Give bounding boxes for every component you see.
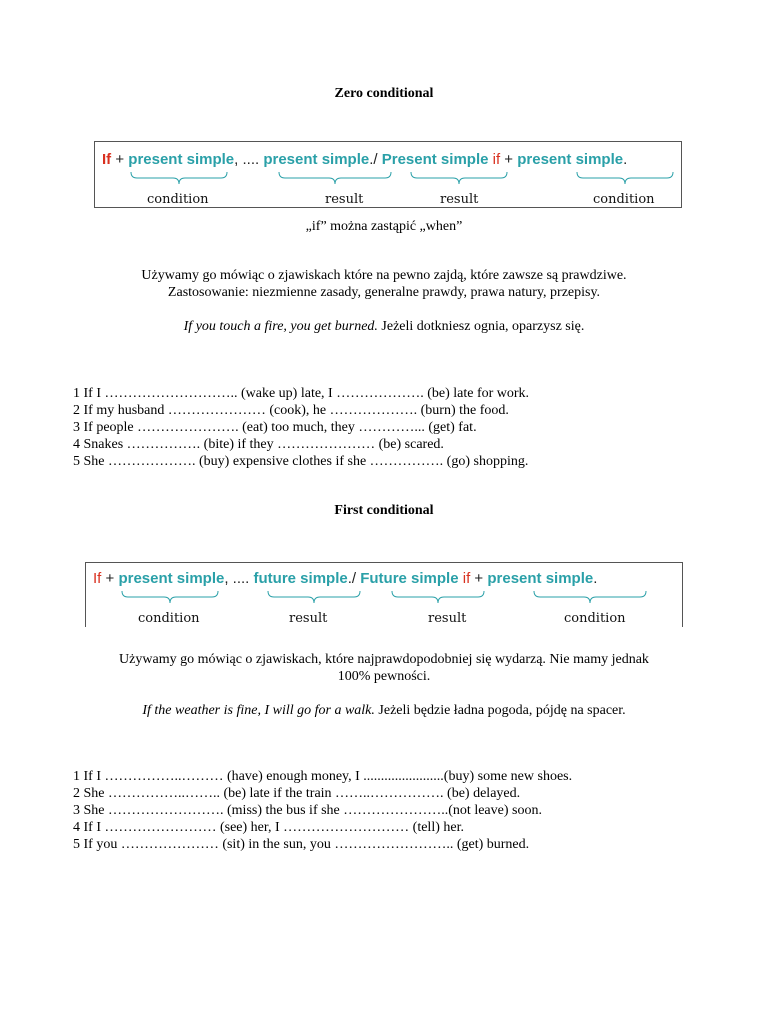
first-example	[60, 702, 708, 719]
first-exercises	[73, 768, 713, 853]
first-slash: ./	[347, 570, 361, 587]
zero-conditional-title: Zero conditional	[334, 86, 434, 101]
zero-exercises	[73, 385, 713, 470]
first-brace-2	[268, 591, 360, 603]
first-formula-diagram	[86, 563, 682, 627]
zero-present-simple-3: Present simple	[381, 151, 489, 168]
zero-example-en: If you touch a fire, you get burned.	[183, 319, 378, 334]
first-label-condition-2: condition	[564, 611, 626, 626]
svg-text:If + present simple, .... futu	[93, 570, 597, 587]
first-plus-1: +	[101, 570, 119, 587]
exercise-line: 2 She ……………..…….. (be) late if the train ……..……………. (be) delayed.	[73, 786, 521, 801]
first-usage-line-1: Używamy go mówiąc o zjawiskach, które najprawdopodobniej się wydarzą. Nie mamy jednak	[119, 652, 649, 667]
first-brace-1	[122, 591, 218, 603]
first-brace-4	[534, 591, 646, 603]
zero-usage-line-1: Używamy go mówiąc o zjawiskach które na pewno zajdą, które zawsze są prawdziwe.	[141, 268, 627, 283]
zero-example	[60, 318, 708, 335]
first-present-simple-1: present simple	[118, 570, 225, 587]
first-example-pl: Jeżeli będzie ładna pogoda, pójdę na spacer.	[374, 703, 626, 718]
zero-if-1: If	[102, 151, 112, 168]
exercise-line: 1 If I ……………..……… (have) enough money, I .......................(buy) some new shoes.	[73, 769, 573, 784]
first-label-condition-1: condition	[138, 611, 200, 626]
zero-usage	[60, 267, 708, 301]
exercise-line: 4 If I …………………… (see) her, I ……………………… (tell) her.	[73, 820, 464, 835]
first-formula-box	[85, 562, 683, 627]
zero-brace-1	[131, 172, 227, 184]
first-usage-line-2: 100% pewności.	[337, 669, 431, 684]
zero-present-simple-2: present simple	[263, 151, 370, 168]
zero-brace-4	[577, 172, 673, 184]
zero-present-simple-1: present simple	[128, 151, 235, 168]
zero-when-note: „if” można zastąpić „when”	[305, 219, 463, 234]
zero-formula-box	[94, 141, 682, 208]
exercise-line: 5 If you ………………… (sit) in the sun, you …………………….. (get) burned.	[73, 837, 530, 852]
zero-label-condition-1: condition	[147, 192, 209, 207]
zero-dots: , ....	[234, 151, 264, 168]
exercise-line: 5 She ………………. (buy) expensive clothes if she ……………. (go) shopping.	[73, 454, 529, 469]
zero-label-condition-2: condition	[593, 192, 655, 207]
first-plus-2: +	[470, 570, 488, 587]
zero-end: .	[623, 151, 628, 168]
first-brace-3	[392, 591, 484, 603]
exercise-line: 3 She ……………………. (miss) the bus if she …………………..(not leave) soon.	[73, 803, 542, 818]
first-future-simple-1: future simple	[253, 570, 348, 587]
zero-present-simple-4: present simple	[517, 151, 624, 168]
zero-formula-diagram	[95, 142, 681, 207]
first-label-result-2: result	[428, 611, 467, 626]
exercise-line: 3 If people …………………. (eat) too much, they …………... (get) fat.	[73, 420, 477, 435]
exercise-line: 1 If I ……………………….. (wake up) late, I ………………. (be) late for work.	[73, 386, 530, 401]
zero-if-2: if	[488, 151, 501, 168]
first-usage	[60, 651, 708, 685]
first-if-1: If	[93, 570, 102, 587]
zero-plus-2: +	[500, 151, 518, 168]
zero-example-pl: Jeżeli dotkniesz ognia, oparzysz się.	[377, 319, 585, 334]
zero-plus-1: +	[111, 151, 129, 168]
first-label-result-1: result	[289, 611, 328, 626]
exercise-line: 2 If my husband ………………… (cook), he ………………. (burn) the food.	[73, 403, 509, 418]
exercise-line: 4 Snakes ……………. (bite) if they ………………… (be) scared.	[73, 437, 444, 452]
first-conditional-title: First conditional	[334, 503, 434, 518]
first-dots: , ....	[224, 570, 254, 587]
svg-text:If + present simple, .... pres	[102, 151, 627, 168]
first-if-2: if	[458, 570, 471, 587]
zero-label-result-1: result	[325, 192, 364, 207]
first-example-en: If the weather is fine, I will go for a walk.	[142, 703, 375, 718]
zero-label-result-2: result	[440, 192, 479, 207]
first-end: .	[593, 570, 598, 587]
zero-brace-3	[411, 172, 507, 184]
first-future-simple-2: Future simple	[360, 570, 459, 587]
zero-usage-line-2: Zastosowanie: niezmienne zasady, generalne prawdy, prawa natury, przepisy.	[167, 285, 601, 300]
first-present-simple-2: present simple	[487, 570, 594, 587]
zero-slash: ./	[369, 151, 382, 168]
zero-brace-2	[279, 172, 391, 184]
